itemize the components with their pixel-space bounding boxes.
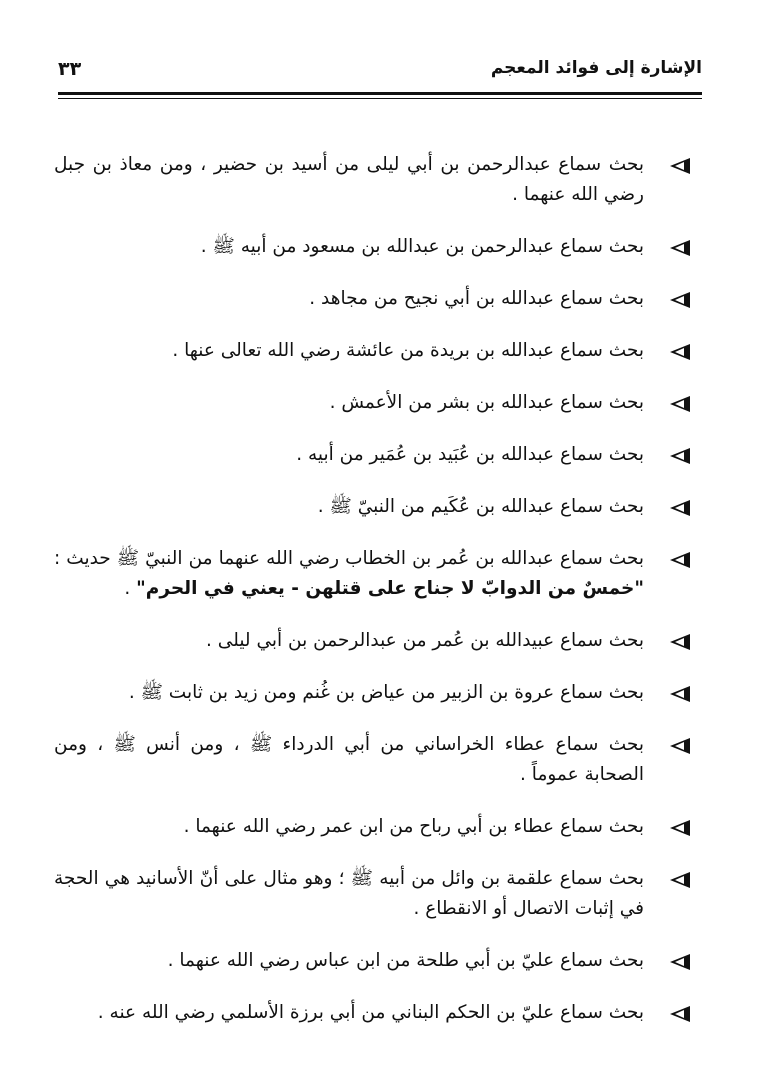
entry-text: بحث سماع عبدالرحمن بن أبي ليلى من أسيد بن حضير ، ومن معاذ بن جبل رضي الله عنهما . [54, 154, 644, 205]
entry-text: بحث سماع عبدالله بن عُكَيم من النبيّ ﷺ . [317, 496, 644, 517]
list-item [54, 864, 698, 924]
arrowhead-bullet-icon [670, 738, 690, 754]
arrowhead-bullet-icon [670, 344, 690, 360]
arrowhead-bullet-icon [670, 820, 690, 836]
header-rule-thin [58, 98, 702, 99]
list-item [54, 730, 698, 790]
list-item [54, 812, 698, 842]
hadith-quote: "خمسٌ من الدوابّ لا جناح على قتلهن - يعني في الحرم" [136, 578, 644, 599]
arrowhead-bullet-icon [670, 292, 690, 308]
list-item [54, 336, 698, 366]
arrowhead-bullet-icon [670, 954, 690, 970]
list-item [54, 150, 698, 210]
list-item [54, 998, 698, 1028]
entry-text: بحث سماع عبيدالله بن عُمر من عبدالرحمن بن أبي ليلى . [206, 630, 644, 651]
entry-text: بحث سماع عبدالله بن بشر من الأعمش . [329, 392, 644, 413]
running-title: الإشارة إلى فوائد المعجم [490, 58, 702, 78]
arrowhead-bullet-icon [670, 552, 690, 568]
list-item [54, 678, 698, 708]
arrowhead-bullet-icon [670, 686, 690, 702]
list-item [54, 388, 698, 418]
list-item [54, 544, 698, 604]
entry-text: بحث سماع عطاء الخراساني من أبي الدرداء ﷺ ، ومن أنس ﷺ ، ومن الصحابة عموماً . [54, 734, 644, 785]
list-item [54, 946, 698, 976]
list-item [54, 492, 698, 522]
arrowhead-bullet-icon [670, 634, 690, 650]
list-item [54, 440, 698, 470]
arrowhead-bullet-icon [670, 158, 690, 174]
entry-text: بحث سماع عليّ بن الحكم البناني من أبي برزة الأسلمي رضي الله عنه . [97, 1002, 644, 1023]
arrowhead-bullet-icon [670, 240, 690, 256]
list-item [54, 626, 698, 656]
header-rule [58, 92, 702, 100]
entry-text: بحث سماع عبدالله بن أبي نجيح من مجاهد . [309, 288, 644, 309]
entry-text: بحث سماع علقمة بن وائل من أبيه ﷺ ؛ وهو مثال على أنّ الأسانيد هي الحجة في إثبات الاتصال أو الانقطاع . [54, 868, 644, 919]
entry-text: بحث سماع عطاء بن أبي رباح من ابن عمر رضي الله عنهما . [183, 816, 644, 837]
arrowhead-bullet-icon [670, 448, 690, 464]
entry-text: بحث سماع عروة بن الزبير من عياض بن غُنم ومن زيد بن ثابت ﷺ . [128, 682, 644, 703]
entry-text: بحث سماع عبدالله بن عُبَيد بن عُمَير من أبيه . [296, 444, 644, 465]
list-item [54, 284, 698, 314]
list-item [54, 232, 698, 262]
arrowhead-bullet-icon [670, 396, 690, 412]
entry-text: بحث سماع عبدالله بن عُمر بن الخطاب رضي الله عنهما من النبيّ ﷺ حديث : [54, 548, 644, 569]
entry-list [54, 150, 698, 1050]
entry-text: بحث سماع عبدالرحمن بن عبدالله بن مسعود من أبيه ﷺ . [200, 236, 644, 257]
header-rule-thick [58, 92, 702, 95]
entry-text: بحث سماع عبدالله بن بريدة من عائشة رضي الله تعالى عنها . [172, 340, 644, 361]
arrowhead-bullet-icon [670, 500, 690, 516]
arrowhead-bullet-icon [670, 872, 690, 888]
arrowhead-bullet-icon [670, 1006, 690, 1022]
entry-end: . [124, 578, 137, 599]
page-number: ٣٣ [58, 58, 82, 80]
page-header [58, 58, 702, 86]
entry-text: بحث سماع عليّ بن أبي طلحة من ابن عباس رضي الله عنهما . [167, 950, 644, 971]
